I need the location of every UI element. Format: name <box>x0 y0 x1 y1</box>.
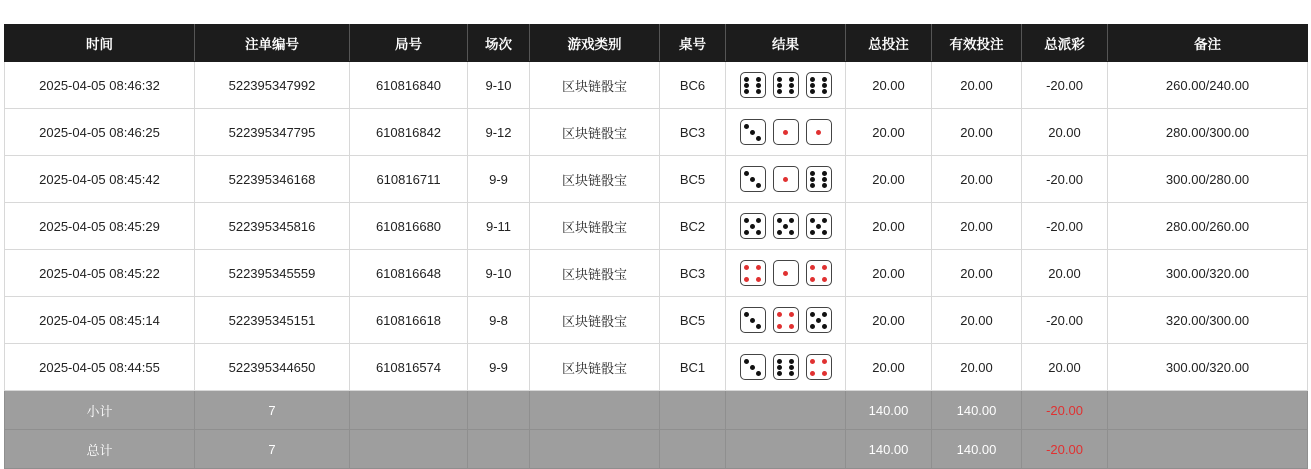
bet-history-table <box>4 24 1308 469</box>
cell-time: 2025-04-05 08:44:55 <box>5 344 195 391</box>
cell-time: 2025-04-05 08:45:22 <box>5 250 195 297</box>
cell-result-dice <box>726 62 846 109</box>
cell-result-dice <box>726 109 846 156</box>
summary-row <box>5 430 1308 469</box>
cell-table_no: BC3 <box>660 250 726 297</box>
cell-round_no: 610816574 <box>350 344 468 391</box>
die-face-5 <box>773 213 799 239</box>
cell-table_no: BC3 <box>660 109 726 156</box>
die-face-4 <box>740 260 766 286</box>
cell-result-dice <box>726 203 846 250</box>
dice-group <box>730 213 841 239</box>
cell-valid_bet: 20.00 <box>932 109 1022 156</box>
cell-result-dice <box>726 250 846 297</box>
cell-remark: 280.00/300.00 <box>1108 109 1308 156</box>
cell-order_no: 522395347795 <box>195 109 350 156</box>
die-face-5 <box>740 213 766 239</box>
summary-game-type <box>530 430 660 469</box>
die-face-5 <box>806 307 832 333</box>
cell-session: 9-9 <box>468 156 530 203</box>
cell-table_no: BC2 <box>660 203 726 250</box>
cell-time: 2025-04-05 08:46:32 <box>5 62 195 109</box>
table-row[interactable] <box>5 297 1308 344</box>
column-header-game_type[interactable]: 游戏类别 <box>530 25 660 62</box>
summary-total-payout: -20.00 <box>1022 430 1108 469</box>
cell-remark: 300.00/280.00 <box>1108 156 1308 203</box>
cell-session: 9-10 <box>468 250 530 297</box>
cell-order_no: 522395345151 <box>195 297 350 344</box>
die-face-1 <box>773 119 799 145</box>
cell-total_payout: -20.00 <box>1022 156 1108 203</box>
cell-time: 2025-04-05 08:45:14 <box>5 297 195 344</box>
summary-table-no <box>660 430 726 469</box>
summary-session <box>468 430 530 469</box>
cell-round_no: 610816711 <box>350 156 468 203</box>
cell-order_no: 522395345559 <box>195 250 350 297</box>
cell-round_no: 610816648 <box>350 250 468 297</box>
table-row[interactable] <box>5 344 1308 391</box>
die-face-3 <box>740 119 766 145</box>
table-row[interactable] <box>5 109 1308 156</box>
dice-group <box>730 354 841 380</box>
die-face-6 <box>806 166 832 192</box>
summary-count: 7 <box>195 430 350 469</box>
summary-result <box>726 430 846 469</box>
summary-round-no <box>350 430 468 469</box>
die-face-4 <box>806 354 832 380</box>
column-header-total_payout[interactable]: 总派彩 <box>1022 25 1108 62</box>
cell-valid_bet: 20.00 <box>932 250 1022 297</box>
die-face-6 <box>740 72 766 98</box>
table-row[interactable] <box>5 62 1308 109</box>
cell-valid_bet: 20.00 <box>932 344 1022 391</box>
cell-table_no: BC6 <box>660 62 726 109</box>
dice-group <box>730 166 841 192</box>
cell-total_payout: -20.00 <box>1022 297 1108 344</box>
die-face-6 <box>773 354 799 380</box>
summary-row <box>5 391 1308 430</box>
cell-valid_bet: 20.00 <box>932 297 1022 344</box>
die-face-3 <box>740 307 766 333</box>
cell-order_no: 522395347992 <box>195 62 350 109</box>
cell-total_payout: -20.00 <box>1022 203 1108 250</box>
summary-label: 总计 <box>5 430 195 469</box>
summary-total-bet: 140.00 <box>846 391 932 430</box>
summary-total-payout: -20.00 <box>1022 391 1108 430</box>
die-face-3 <box>740 354 766 380</box>
column-header-total_bet[interactable]: 总投注 <box>846 25 932 62</box>
die-face-4 <box>773 307 799 333</box>
column-header-time[interactable]: 时间 <box>5 25 195 62</box>
cell-session: 9-9 <box>468 344 530 391</box>
die-face-6 <box>806 72 832 98</box>
die-face-5 <box>806 213 832 239</box>
table-row[interactable] <box>5 250 1308 297</box>
cell-total_payout: 20.00 <box>1022 109 1108 156</box>
summary-label: 小计 <box>5 391 195 430</box>
summary-valid-bet: 140.00 <box>932 430 1022 469</box>
dice-group <box>730 260 841 286</box>
cell-game_type: 区块链骰宝 <box>530 203 660 250</box>
cell-round_no: 610816842 <box>350 109 468 156</box>
cell-round_no: 610816618 <box>350 297 468 344</box>
cell-game_type: 区块链骰宝 <box>530 109 660 156</box>
table-header <box>5 25 1308 62</box>
table-row[interactable] <box>5 156 1308 203</box>
summary-session <box>468 391 530 430</box>
cell-time: 2025-04-05 08:45:42 <box>5 156 195 203</box>
die-face-1 <box>806 119 832 145</box>
dice-group <box>730 72 841 98</box>
cell-result-dice <box>726 344 846 391</box>
die-face-4 <box>806 260 832 286</box>
summary-remark <box>1108 430 1308 469</box>
cell-total_payout: 20.00 <box>1022 344 1108 391</box>
summary-game-type <box>530 391 660 430</box>
cell-round_no: 610816840 <box>350 62 468 109</box>
dice-group <box>730 307 841 333</box>
die-face-3 <box>740 166 766 192</box>
die-face-1 <box>773 260 799 286</box>
die-face-1 <box>773 166 799 192</box>
cell-result-dice <box>726 297 846 344</box>
cell-game_type: 区块链骰宝 <box>530 344 660 391</box>
cell-remark: 260.00/240.00 <box>1108 62 1308 109</box>
cell-remark: 300.00/320.00 <box>1108 250 1308 297</box>
cell-total_bet: 20.00 <box>846 250 932 297</box>
cell-table_no: BC5 <box>660 156 726 203</box>
column-header-round_no[interactable]: 局号 <box>350 25 468 62</box>
column-header-table_no[interactable]: 桌号 <box>660 25 726 62</box>
cell-valid_bet: 20.00 <box>932 203 1022 250</box>
cell-round_no: 610816680 <box>350 203 468 250</box>
cell-session: 9-8 <box>468 297 530 344</box>
cell-result-dice <box>726 156 846 203</box>
column-header-valid_bet[interactable]: 有效投注 <box>932 25 1022 62</box>
header-row <box>5 25 1308 62</box>
cell-total_payout: -20.00 <box>1022 62 1108 109</box>
cell-total_bet: 20.00 <box>846 62 932 109</box>
dice-group <box>730 119 841 145</box>
summary-count: 7 <box>195 391 350 430</box>
cell-total_bet: 20.00 <box>846 109 932 156</box>
cell-order_no: 522395344650 <box>195 344 350 391</box>
cell-time: 2025-04-05 08:45:29 <box>5 203 195 250</box>
column-header-remark[interactable]: 备注 <box>1108 25 1308 62</box>
column-header-session[interactable]: 场次 <box>468 25 530 62</box>
table-body <box>5 62 1308 469</box>
summary-total-bet: 140.00 <box>846 430 932 469</box>
cell-session: 9-12 <box>468 109 530 156</box>
cell-valid_bet: 20.00 <box>932 156 1022 203</box>
cell-time: 2025-04-05 08:46:25 <box>5 109 195 156</box>
cell-game_type: 区块链骰宝 <box>530 62 660 109</box>
cell-session: 9-10 <box>468 62 530 109</box>
cell-total_bet: 20.00 <box>846 344 932 391</box>
die-face-6 <box>773 72 799 98</box>
cell-total_payout: 20.00 <box>1022 250 1108 297</box>
cell-order_no: 522395346168 <box>195 156 350 203</box>
cell-total_bet: 20.00 <box>846 297 932 344</box>
cell-valid_bet: 20.00 <box>932 62 1022 109</box>
summary-table-no <box>660 391 726 430</box>
cell-total_bet: 20.00 <box>846 203 932 250</box>
cell-game_type: 区块链骰宝 <box>530 250 660 297</box>
summary-result <box>726 391 846 430</box>
cell-table_no: BC1 <box>660 344 726 391</box>
cell-game_type: 区块链骰宝 <box>530 297 660 344</box>
cell-remark: 280.00/260.00 <box>1108 203 1308 250</box>
summary-valid-bet: 140.00 <box>932 391 1022 430</box>
table-row[interactable] <box>5 203 1308 250</box>
cell-session: 9-11 <box>468 203 530 250</box>
cell-remark: 300.00/320.00 <box>1108 344 1308 391</box>
cell-table_no: BC5 <box>660 297 726 344</box>
cell-game_type: 区块链骰宝 <box>530 156 660 203</box>
cell-order_no: 522395345816 <box>195 203 350 250</box>
summary-round-no <box>350 391 468 430</box>
column-header-result[interactable]: 结果 <box>726 25 846 62</box>
cell-total_bet: 20.00 <box>846 156 932 203</box>
cell-remark: 320.00/300.00 <box>1108 297 1308 344</box>
column-header-order_no[interactable]: 注单编号 <box>195 25 350 62</box>
summary-remark <box>1108 391 1308 430</box>
